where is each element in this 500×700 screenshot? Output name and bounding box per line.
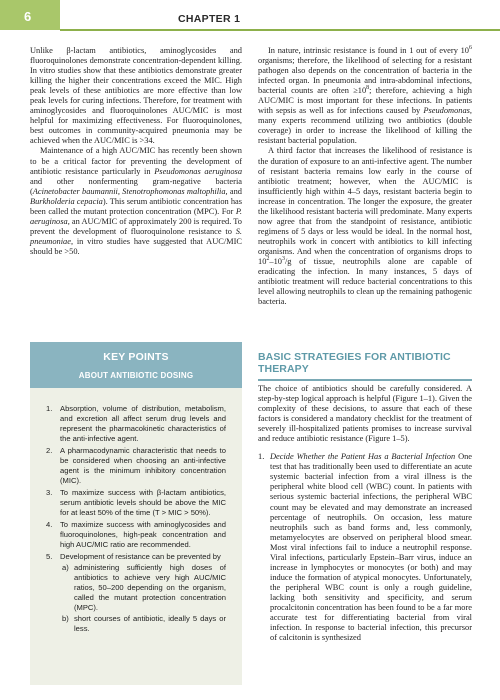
item-number: 3.: [46, 488, 53, 497]
key-points-list: [30, 388, 242, 634]
key-point-item: [46, 552, 226, 634]
key-point-item: [46, 488, 226, 518]
item-text: Absorption, volume of distribution, metabolism, and excretion all affect serum drug levels and represent the pharmacokinetic characteristics of the anti-infective agent.: [60, 404, 226, 443]
right-column-bottom: [258, 384, 472, 643]
key-point-subitem: [60, 563, 226, 613]
species-name: S. pneumoniae: [30, 226, 242, 246]
left-column: [30, 46, 242, 257]
subitem-letter: a): [62, 563, 69, 572]
species-name: Pseudomonas: [423, 106, 470, 116]
item-title: Decide Whether the Patient Has a Bacterial Infection: [270, 452, 456, 462]
chapter-heading: CHAPTER 1: [178, 13, 241, 25]
text-span: Maintenance of a high AUC/MIC has recently been shown to be a critical factor for preventing the development of antibiotic resistance particularly in: [30, 146, 242, 176]
item-number: 5.: [46, 552, 53, 561]
text-span: organisms; therefore, the likelihood of selecting for a resistant pathogen also depends on the concentration of bacteria in the infected organ. In pneumonia and intra-abdominal infections, bacterial counts are often ≥10: [258, 56, 472, 96]
item-text: Development of resistance can be prevented by: [60, 552, 221, 561]
right-paragraph-1: [258, 46, 472, 146]
key-points-title: KEY POINTS: [103, 351, 169, 363]
text-span: In nature, intrinsic resistance is found in 1 out of every 10: [268, 46, 469, 55]
key-point-sublist: [60, 563, 226, 634]
page-number: 6: [24, 9, 32, 24]
item-text: To maximize success with aminoglycosides and fluoroquinolones, high-peak concentration and high AUC/MIC ratio are recommended.: [60, 520, 226, 549]
section-rule: [258, 379, 472, 381]
species-name: Burkholderia cepacia: [30, 196, 103, 206]
item-number: 2.: [46, 446, 53, 455]
page-header: [0, 0, 500, 30]
text-span: A third factor that increases the likelihood of resistance is the duration of exposure to an anti-infective agent. The number of resistant bacteria remains low early in the course of antibiotic treatment; however, when the AUC/MIC is insufficiently high within 4–5 days, resistant bacteria begin to increase in concentration. The longer the exposure, the greater the likelihood resistant bacteria will predominate. Many experts now agree that from the standpoint of resistance, antibiotic regimens of 5 days or less would be ideal. In the normal host, neutrophils work in concert with antibiotics to kill infecting organisms. And when the concentration of organisms drops to 10: [258, 146, 472, 266]
key-points-subtitle: ABOUT ANTIBIOTIC DOSING: [78, 371, 194, 380]
subitem-letter: b): [62, 614, 69, 623]
header-rule: [60, 29, 500, 31]
page-number-tab: [0, 0, 60, 30]
key-points-box: [30, 342, 242, 685]
key-points-header: [30, 342, 242, 388]
key-point-item: [46, 404, 226, 444]
text-span: /g of tissue, neutrophils alone are capable of eradicating the infection. In many instances, 5 days of antibiotic treatment will reduce bacterial concentrations to this level allowing neutrophils to clean up the remaining pathogenic bacteria.: [258, 256, 472, 307]
key-point-item: [46, 520, 226, 550]
text-span: , in vitro studies have suggested that AUC/MIC should be >50.: [30, 236, 242, 256]
right-paragraph-3: The choice of antibiotics should be carefully considered. A step-by-step logical approach is helpful (Figure 1–1). Given the complexity of these decisions, to assure that each of these factors is considered a mandatory checklist for the treatment of severely ill-hospitalized patients promises to increase survival and reduce antibiotic resistance (Figure 1–5).: [258, 384, 472, 444]
text-span: and other nonfermenting gram-negative bacteria (: [30, 176, 242, 196]
species-name: Pseudomonas aeruginosa: [154, 166, 243, 176]
section-heading: BASIC STRATEGIES FOR ANTIBIOTIC THERAPY: [258, 351, 451, 375]
item-body: One test that has traditionally been used to differentiate an acute systemic bacterial infection from a viral illness is the peripheral white blood cell (WBC) count. In patients with serious systemic bacterial infections, the peripheral WBC count may be elevated and may demonstrate an increased percentage of neutrophils. On occasion, less mature neutrophils such as band forms and, less commonly, metamyelocytes are observed on peripheral blood smear. Most viral infections fail to induce a neutrophil response. Viral infections, particularly Epstein–Barr virus, induce an increase in lymphocytes or monocytes (or both) and may induce the formation of atypical monocytes. Unfortunately, the peripheral WBC count is only a rough guideline, lacking both sensitivity and specificity, and serum procalcitonin concentration has been found to be a far more accurate test for differentiating bacterial from viral infection. In response to bacterial infection, this precursor of calcitonin is synthesized: [270, 452, 473, 643]
right-paragraph-2: [258, 146, 472, 307]
species-name: Acinetobacter baumannii, Stenotrophomonas maltophilia,: [32, 186, 228, 196]
left-paragraph-2: [30, 146, 242, 257]
item-text: To maximize success with β-lactam antibiotics, serum antibiotic levels should be above the MIC for at least 50% of the time (T > MIC > 50%).: [60, 488, 226, 517]
item-number: 1.: [258, 452, 265, 462]
left-paragraph-1: Unlike β-lactam antibiotics, aminoglycosides and fluoroquinolones demonstrate concentration-dependent killing. In vitro studies show that these antibiotics demonstrate greater killing the higher their concentrations exceed the MIC. High peak levels of these antibiotics are more effective than low peak levels for curing infections. Therefore, for treatment with aminoglycosides and fluoroquinolones AUC/MIC is most helpful for maximizing effectiveness. For fluoroquinolones, best outcomes in community-acquired pneumonia may be achieved when the AUC/MIC is >34.: [30, 46, 242, 146]
right-column-top: [258, 46, 472, 307]
text-span: ; therefore, achieving a high AUC/MIC is most important for these infections. In patients with sepsis as well as for infections caused by: [258, 86, 472, 116]
text-span: , many experts recommend utilizing two antibiotics (double coverage) in order to increase the likelihood of killing the resistant bacterial population.: [258, 106, 472, 146]
subitem-text: administering sufficiently high doses of antibiotics to achieve very high AUC/MIC ratios, 50–200 depending on the organism, called the mutant protection concentration (MPC).: [74, 563, 226, 612]
exponent: 3: [281, 256, 285, 263]
item-number: 4.: [46, 520, 53, 529]
exponent: 6: [469, 45, 472, 52]
text-span: , an AUC/MIC of approximately 200 is required. To prevent the development of fluoroquinolone resistance to: [30, 216, 242, 236]
subitem-text: short courses of antibiotic, ideally 5 days or less.: [74, 614, 226, 633]
species-name: P. aeruginosa: [30, 206, 242, 226]
item-text: A pharmacodynamic characteristic that needs to be considered when choosing an anti-infective agent is the minimum inhibitory concentration (MIC).: [60, 446, 226, 485]
text-span: and: [227, 186, 242, 196]
exponent: 8: [366, 85, 370, 92]
text-span: –10: [269, 256, 282, 266]
text-span: ). This serum antibiotic concentration has been called the mutant protection concentration (MPC). For: [30, 196, 242, 216]
item-number: 1.: [46, 404, 53, 413]
exponent: 2: [266, 256, 270, 263]
numbered-item-text: [270, 452, 472, 643]
numbered-item: [258, 452, 472, 643]
key-point-item: [46, 446, 226, 486]
key-point-subitem: [60, 614, 226, 634]
